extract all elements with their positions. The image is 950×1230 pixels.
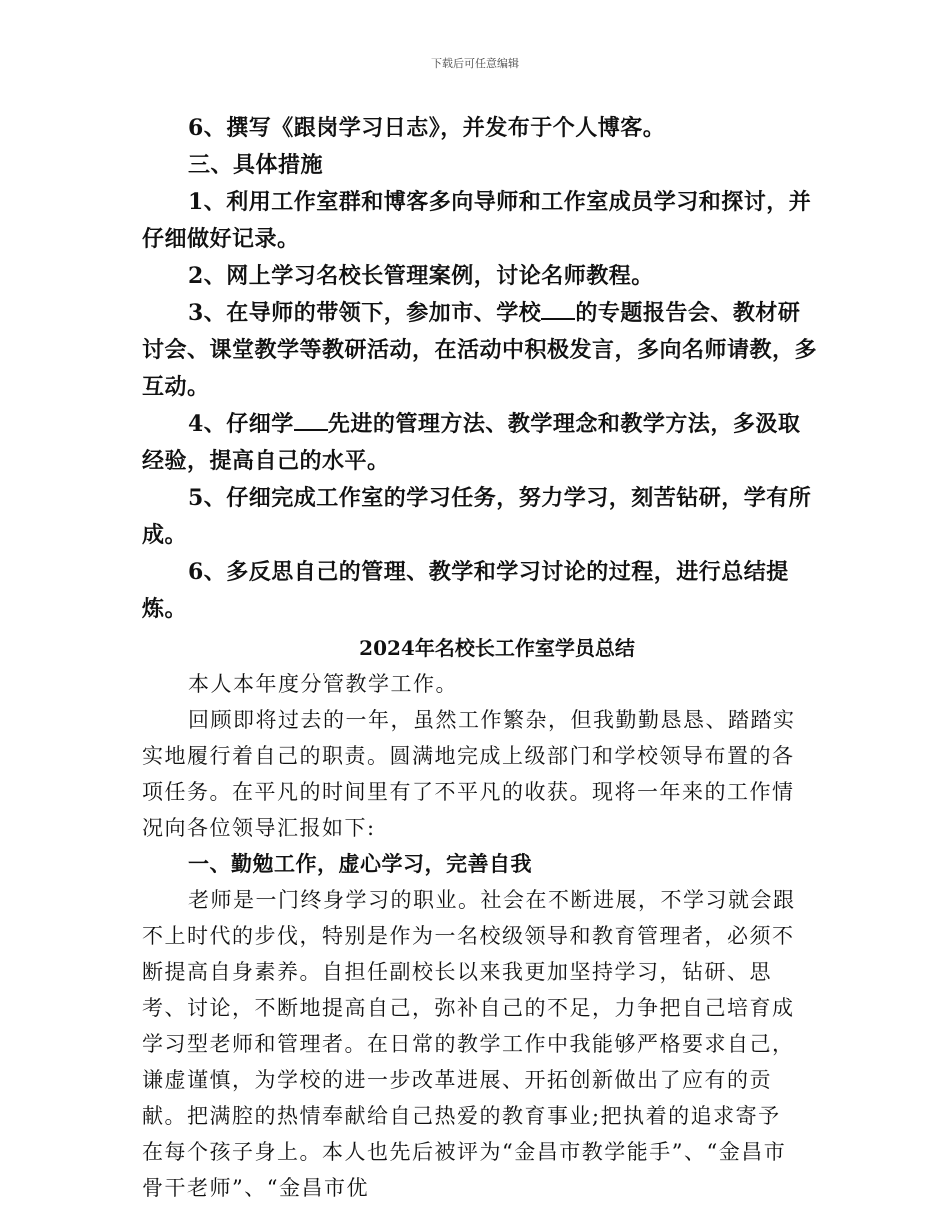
measure-3-part-a: 3、在导师的带领下，参加市、学校 — [188, 300, 542, 326]
paragraph-learning: 老师是一门终身学习的职业。社会在不断进展，不学习就会跟不上时代的步伐，特别是作为一名校级领导和教育管理者，必须不断提高自身素养。自担任副校长以来我更加坚持学习，钻研、思考、讨论，不断地提高自己，弥补自己的不足，力争把自己培育成学习型老师和管理者。在日常的教学工作中我能够严格要求自己，谦虚谨慎，为学校的进一步改革进展、开拓创新做出了应有的贡献。把满腔的热情奉献给自己热爱的教育事业;把执着的追求寄予在每个孩子身上。本人也先后被评为“金昌市教学能手”、“金昌市骨干老师”、“金昌市优 — [142, 888, 796, 1200]
measure-5: 5、仔细完成工作室的学习任务，努力学习，刻苦钻研，学有所成。 — [142, 485, 812, 548]
measure-1: 1、利用工作室群和博客多向导师和工作室成员学习和探讨，并仔细做好记录。 — [142, 189, 812, 252]
blank-underline — [541, 300, 575, 320]
measures-section — [142, 110, 822, 628]
measure-4-part-b: 先进的管理方法、教学理念和教学方法，多汲取经验，提高自己的水平。 — [142, 411, 801, 474]
section-3-title: 三、具体措施 — [188, 152, 324, 178]
measure-4 — [142, 406, 822, 480]
paragraph-review: 回顾即将过去的一年，虽然工作繁杂，但我勤勤恳恳、踏踏实实地履行着自己的职责。圆满地完成上级部门和学校领导布置的各项任务。在平凡的时间里有了不平凡的收获。现将一年来的工作情况向各位领导汇报如下: — [142, 708, 796, 840]
measure-4-part-a: 4、仔细学 — [188, 411, 294, 437]
paragraph-intro: 本人本年度分管教学工作。 — [188, 672, 458, 696]
page-header-note: 下载后可任意编辑 — [431, 57, 519, 70]
blank-underline — [294, 411, 328, 431]
measure-3 — [142, 295, 822, 406]
measure-3-part-b: 的专题报告会、教材研讨会、课堂教学等教研活动，在活动中积极发言，多向名师请教，多互动。 — [142, 300, 818, 400]
section-1-title: 一、勤勉工作，虚心学习，完善自我 — [188, 851, 532, 876]
measure-6: 6、多反思自己的管理、教学和学习讨论的过程，进行总结提炼。 — [142, 559, 789, 622]
measure-2: 2、网上学习名校长管理案例，讨论名师教程。 — [188, 263, 654, 289]
document-body — [142, 110, 822, 1206]
summary-section — [142, 666, 822, 1206]
document-title: 2024年名校长工作室学员总结 — [359, 636, 635, 660]
item-6: 6、撰写《跟岗学习日志》，并发布于个人博客。 — [188, 115, 666, 141]
